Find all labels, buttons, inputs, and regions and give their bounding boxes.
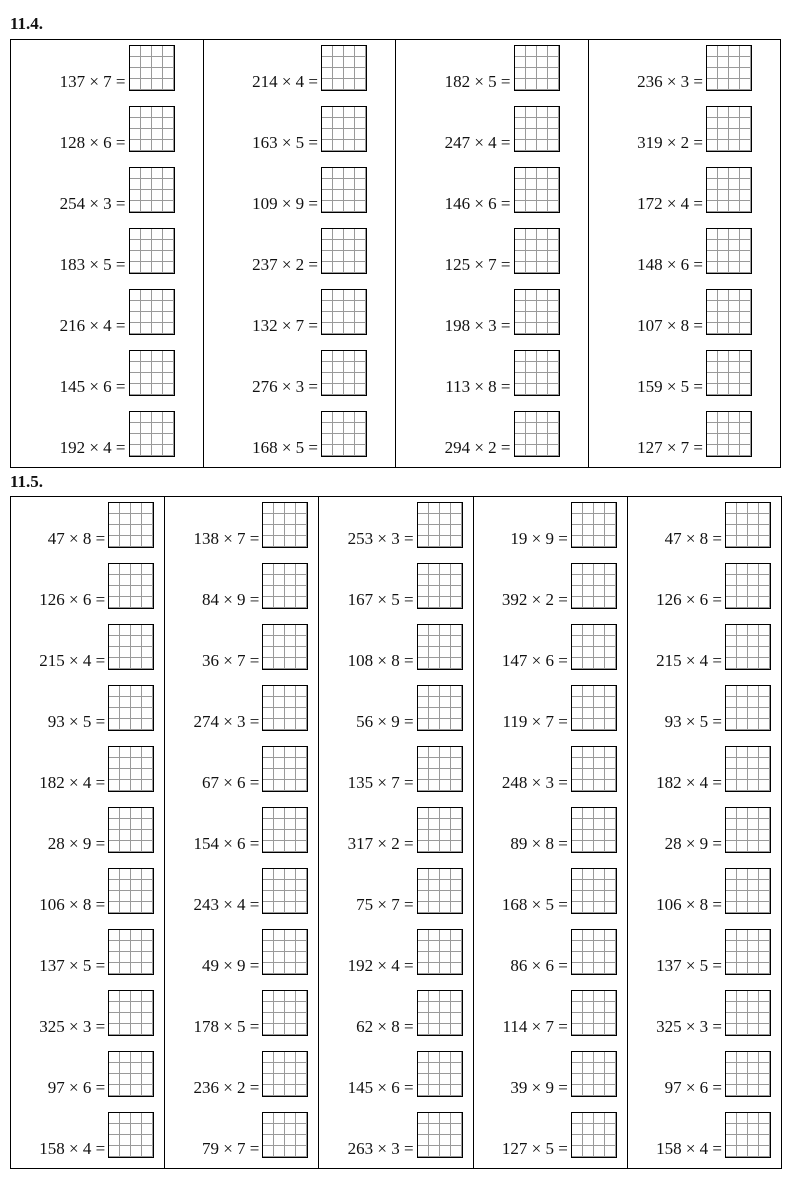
problem-row (356, 683, 462, 731)
problem-row (502, 561, 617, 609)
answer-grid-box[interactable] (571, 624, 617, 670)
answer-grid-box[interactable] (725, 1112, 771, 1158)
multiplication-expression: 168 × 5 = (501, 895, 568, 914)
problem-row (445, 165, 560, 213)
answer-grid-box[interactable] (108, 1051, 154, 1097)
multiplication-expression: 128 × 6 = (59, 133, 126, 152)
multiplication-expression: 28 × 9 = (664, 834, 723, 853)
multiplication-expression: 215 × 4 = (39, 651, 106, 670)
problem-row (202, 744, 308, 792)
multiplication-expression: 236 × 2 = (193, 1078, 260, 1097)
problem-row (39, 1110, 154, 1158)
problem-row (193, 805, 308, 853)
answer-grid-box[interactable] (262, 563, 308, 609)
answer-grid-box[interactable] (514, 228, 560, 274)
answer-grid-box[interactable] (725, 990, 771, 1036)
section2-column (11, 497, 165, 1168)
answer-grid-box[interactable] (417, 746, 463, 792)
multiplication-expression: 36 × 7 = (201, 651, 260, 670)
problem-row (348, 561, 463, 609)
problem-row (252, 43, 367, 91)
problem-row (193, 683, 308, 731)
answer-grid-box[interactable] (129, 45, 175, 91)
multiplication-expression: 215 × 4 = (656, 651, 723, 670)
answer-grid-box[interactable] (108, 807, 154, 853)
exercise-11-4-table (10, 39, 781, 468)
problem-row (60, 104, 175, 152)
problem-row (656, 744, 771, 792)
problem-row (202, 561, 308, 609)
problem-row (193, 1049, 308, 1097)
answer-grid-box[interactable] (321, 228, 367, 274)
problem-row (348, 622, 463, 670)
multiplication-expression: 135 × 7 = (347, 773, 414, 792)
multiplication-expression: 247 × 4 = (444, 133, 511, 152)
answer-grid-box[interactable] (571, 868, 617, 914)
multiplication-expression: 56 × 9 = (356, 712, 414, 731)
multiplication-expression: 106 × 8 = (656, 895, 723, 914)
multiplication-expression: 138 × 7 = (193, 529, 260, 548)
answer-grid-box[interactable] (571, 990, 617, 1036)
multiplication-expression: 248 × 3 = (501, 773, 568, 792)
multiplication-expression: 243 × 4 = (193, 895, 260, 914)
answer-grid-box[interactable] (108, 502, 154, 548)
multiplication-expression: 325 × 3 = (656, 1017, 723, 1036)
multiplication-expression: 97 × 6 = (47, 1078, 106, 1097)
multiplication-expression: 158 × 4 = (39, 1139, 106, 1158)
answer-grid-box[interactable] (417, 807, 463, 853)
multiplication-expression: 146 × 6 = (444, 194, 511, 213)
problem-row (48, 683, 154, 731)
answer-grid-box[interactable] (321, 289, 367, 335)
answer-grid-box[interactable] (706, 228, 752, 274)
multiplication-expression: 237 × 2 = (252, 255, 318, 274)
multiplication-expression: 119 × 7 = (502, 712, 568, 731)
answer-grid-box[interactable] (321, 411, 367, 457)
problem-row (502, 1110, 617, 1158)
answer-grid-box[interactable] (417, 563, 463, 609)
problem-row (252, 165, 367, 213)
problem-row (193, 866, 308, 914)
problem-row (510, 927, 616, 975)
multiplication-expression: 182 × 4 = (39, 773, 106, 792)
multiplication-expression: 126 × 6 = (39, 590, 106, 609)
section2-column (474, 497, 628, 1168)
answer-grid-box[interactable] (417, 1051, 463, 1097)
multiplication-expression: 294 × 2 = (444, 438, 511, 457)
problem-row (665, 683, 771, 731)
answer-grid-box[interactable] (514, 106, 560, 152)
answer-grid-box[interactable] (417, 929, 463, 975)
problem-row (348, 1110, 463, 1158)
problem-row (637, 43, 752, 91)
answer-grid-box[interactable] (514, 45, 560, 91)
multiplication-expression: 137 × 5 = (39, 956, 106, 975)
problem-row (637, 287, 752, 335)
answer-grid-box[interactable] (262, 868, 308, 914)
multiplication-expression: 182 × 4 = (656, 773, 723, 792)
problem-row (252, 409, 367, 457)
answer-grid-box[interactable] (706, 289, 752, 335)
multiplication-expression: 163 × 5 = (252, 133, 318, 152)
problem-row (445, 287, 560, 335)
answer-grid-box[interactable] (262, 502, 308, 548)
problem-row (503, 683, 617, 731)
answer-grid-box[interactable] (108, 563, 154, 609)
problem-row (252, 226, 367, 274)
exercise-11-5-table (10, 496, 782, 1169)
answer-grid-box[interactable] (706, 411, 752, 457)
problem-row (445, 409, 560, 457)
answer-grid-box[interactable] (108, 929, 154, 975)
answer-grid-box[interactable] (321, 167, 367, 213)
answer-grid-box[interactable] (262, 624, 308, 670)
problem-row (502, 866, 617, 914)
answer-grid-box[interactable] (571, 563, 617, 609)
multiplication-expression: 39 × 9 = (510, 1078, 568, 1097)
problem-row (656, 561, 771, 609)
multiplication-expression: 137 × 7 = (59, 72, 126, 91)
problem-row (503, 988, 617, 1036)
problem-row (348, 744, 463, 792)
multiplication-expression: 84 × 9 = (201, 590, 260, 609)
section1-column (589, 40, 781, 467)
multiplication-expression: 182 × 5 = (444, 72, 511, 91)
answer-grid-box[interactable] (108, 1112, 154, 1158)
problem-row (356, 988, 462, 1036)
answer-grid-box[interactable] (725, 868, 771, 914)
multiplication-expression: 325 × 3 = (39, 1017, 106, 1036)
multiplication-expression: 93 × 5 = (664, 712, 723, 731)
exercise-11-4-heading: 11.4. (10, 14, 44, 33)
multiplication-expression: 183 × 5 = (59, 255, 126, 274)
answer-grid-box[interactable] (129, 167, 175, 213)
answer-grid-box[interactable] (417, 624, 463, 670)
answer-grid-box[interactable] (129, 289, 175, 335)
answer-grid-box[interactable] (262, 1112, 308, 1158)
answer-grid-box[interactable] (571, 502, 617, 548)
multiplication-expression: 192 × 4 = (347, 956, 414, 975)
answer-grid-box[interactable] (571, 685, 617, 731)
multiplication-expression: 178 × 5 = (193, 1017, 260, 1036)
problem-row (39, 622, 154, 670)
answer-grid-box[interactable] (725, 807, 771, 853)
answer-grid-box[interactable] (706, 350, 752, 396)
multiplication-expression: 216 × 4 = (59, 316, 126, 335)
multiplication-expression: 168 × 5 = (252, 438, 318, 457)
answer-grid-box[interactable] (129, 228, 175, 274)
multiplication-expression: 47 × 8 = (47, 529, 106, 548)
problem-row (348, 1049, 463, 1097)
multiplication-expression: 75 × 7 = (356, 895, 414, 914)
problem-row (348, 805, 463, 853)
problem-row (656, 1110, 771, 1158)
multiplication-expression: 167 × 5 = (347, 590, 414, 609)
problem-row (510, 805, 616, 853)
problem-row (665, 500, 771, 548)
answer-grid-box[interactable] (571, 746, 617, 792)
problem-row (656, 866, 771, 914)
problem-row (637, 348, 752, 396)
exercise-11-5-heading: 11.5. (10, 472, 44, 491)
answer-grid-box[interactable] (108, 990, 154, 1036)
multiplication-expression: 49 × 9 = (201, 956, 260, 975)
section2-column (319, 497, 473, 1168)
answer-grid-box[interactable] (108, 624, 154, 670)
problem-row (637, 226, 752, 274)
problem-row (39, 988, 154, 1036)
section1-column (11, 40, 204, 467)
problem-row (348, 927, 463, 975)
multiplication-expression: 47 × 8 = (664, 529, 723, 548)
multiplication-expression: 114 × 7 = (502, 1017, 568, 1036)
answer-grid-box[interactable] (725, 685, 771, 731)
answer-grid-box[interactable] (129, 350, 175, 396)
answer-grid-box[interactable] (108, 868, 154, 914)
problem-row (348, 500, 463, 548)
multiplication-expression: 147 × 6 = (501, 651, 568, 670)
multiplication-expression: 159 × 5 = (637, 377, 703, 396)
multiplication-expression: 253 × 3 = (347, 529, 414, 548)
problem-row (445, 226, 560, 274)
problem-row (637, 165, 752, 213)
multiplication-expression: 97 × 6 = (664, 1078, 723, 1097)
multiplication-expression: 154 × 6 = (193, 834, 260, 853)
answer-grid-box[interactable] (321, 45, 367, 91)
problem-row (60, 348, 175, 396)
answer-grid-box[interactable] (514, 350, 560, 396)
multiplication-expression: 263 × 3 = (347, 1139, 414, 1158)
multiplication-expression: 319 × 2 = (637, 133, 703, 152)
multiplication-expression: 79 × 7 = (201, 1139, 260, 1158)
problem-row (656, 927, 771, 975)
answer-grid-box[interactable] (514, 411, 560, 457)
answer-grid-box[interactable] (417, 685, 463, 731)
answer-grid-box[interactable] (108, 746, 154, 792)
problem-row (193, 988, 308, 1036)
answer-grid-box[interactable] (321, 106, 367, 152)
problem-row (637, 104, 752, 152)
answer-grid-box[interactable] (706, 167, 752, 213)
answer-grid-box[interactable] (321, 350, 367, 396)
problem-row (445, 104, 560, 152)
answer-grid-box[interactable] (725, 929, 771, 975)
answer-grid-box[interactable] (417, 990, 463, 1036)
multiplication-expression: 148 × 6 = (637, 255, 703, 274)
problem-row (39, 927, 154, 975)
answer-grid-box[interactable] (571, 929, 617, 975)
multiplication-expression: 236 × 3 = (637, 72, 703, 91)
problem-row (252, 348, 367, 396)
section1-column (396, 40, 589, 467)
multiplication-expression: 108 × 8 = (347, 651, 414, 670)
multiplication-expression: 28 × 9 = (47, 834, 106, 853)
answer-grid-box[interactable] (108, 685, 154, 731)
multiplication-expression: 132 × 7 = (252, 316, 318, 335)
answer-grid-box[interactable] (129, 411, 175, 457)
multiplication-expression: 89 × 8 = (510, 834, 568, 853)
answer-grid-box[interactable] (725, 1051, 771, 1097)
multiplication-expression: 137 × 5 = (656, 956, 723, 975)
problem-row (202, 622, 308, 670)
answer-grid-box[interactable] (262, 929, 308, 975)
multiplication-expression: 109 × 9 = (252, 194, 318, 213)
problem-row (502, 744, 617, 792)
problem-row (60, 409, 175, 457)
answer-grid-box[interactable] (262, 685, 308, 731)
problem-row (39, 744, 154, 792)
answer-grid-box[interactable] (571, 807, 617, 853)
section1-column (204, 40, 397, 467)
problem-row (48, 1049, 154, 1097)
problem-row (445, 43, 560, 91)
answer-grid-box[interactable] (514, 289, 560, 335)
multiplication-expression: 192 × 4 = (59, 438, 126, 457)
multiplication-expression: 19 × 9 = (510, 529, 568, 548)
multiplication-expression: 392 × 2 = (501, 590, 568, 609)
problem-row (510, 500, 616, 548)
answer-grid-box[interactable] (514, 167, 560, 213)
multiplication-expression: 113 × 8 = (445, 377, 511, 396)
multiplication-expression: 145 × 6 = (59, 377, 126, 396)
multiplication-expression: 145 × 6 = (347, 1078, 414, 1097)
multiplication-expression: 126 × 6 = (656, 590, 723, 609)
problem-row (39, 866, 154, 914)
problem-row (510, 1049, 616, 1097)
problem-row (193, 500, 308, 548)
answer-grid-box[interactable] (725, 563, 771, 609)
multiplication-expression: 127 × 5 = (501, 1139, 568, 1158)
multiplication-expression: 172 × 4 = (637, 194, 703, 213)
problem-row (665, 1049, 771, 1097)
problem-row (656, 622, 771, 670)
multiplication-expression: 93 × 5 = (47, 712, 106, 731)
answer-grid-box[interactable] (571, 1051, 617, 1097)
section2-column (628, 497, 781, 1168)
multiplication-expression: 254 × 3 = (59, 194, 126, 213)
answer-grid-box[interactable] (706, 45, 752, 91)
problem-row (48, 805, 154, 853)
answer-grid-box[interactable] (262, 807, 308, 853)
answer-grid-box[interactable] (417, 1112, 463, 1158)
multiplication-expression: 125 × 7 = (444, 255, 511, 274)
problem-row (39, 561, 154, 609)
problem-row (502, 622, 617, 670)
section2-column (165, 497, 319, 1168)
problem-row (202, 1110, 308, 1158)
problem-row (445, 348, 559, 396)
answer-grid-box[interactable] (262, 990, 308, 1036)
multiplication-expression: 274 × 3 = (193, 712, 260, 731)
answer-grid-box[interactable] (262, 746, 308, 792)
multiplication-expression: 62 × 8 = (356, 1017, 414, 1036)
problem-row (656, 988, 771, 1036)
problem-row (356, 866, 462, 914)
answer-grid-box[interactable] (129, 106, 175, 152)
problem-row (252, 287, 367, 335)
problem-row (60, 226, 175, 274)
answer-grid-box[interactable] (725, 746, 771, 792)
multiplication-expression: 276 × 3 = (252, 377, 318, 396)
multiplication-expression: 317 × 2 = (347, 834, 414, 853)
problem-row (48, 500, 154, 548)
multiplication-expression: 214 × 4 = (252, 72, 318, 91)
multiplication-expression: 86 × 6 = (510, 956, 568, 975)
problem-row (637, 409, 752, 457)
answer-grid-box[interactable] (417, 868, 463, 914)
problem-row (60, 43, 175, 91)
problem-row (665, 805, 771, 853)
problem-row (60, 287, 175, 335)
problem-row (60, 165, 175, 213)
answer-grid-box[interactable] (725, 502, 771, 548)
multiplication-expression: 107 × 8 = (637, 316, 703, 335)
multiplication-expression: 127 × 7 = (637, 438, 703, 457)
problem-row (252, 104, 367, 152)
answer-grid-box[interactable] (417, 502, 463, 548)
answer-grid-box[interactable] (725, 624, 771, 670)
answer-grid-box[interactable] (571, 1112, 617, 1158)
answer-grid-box[interactable] (706, 106, 752, 152)
answer-grid-box[interactable] (262, 1051, 308, 1097)
multiplication-expression: 106 × 8 = (39, 895, 106, 914)
problem-row (202, 927, 308, 975)
multiplication-expression: 67 × 6 = (201, 773, 260, 792)
multiplication-expression: 158 × 4 = (656, 1139, 723, 1158)
multiplication-expression: 198 × 3 = (444, 316, 511, 335)
